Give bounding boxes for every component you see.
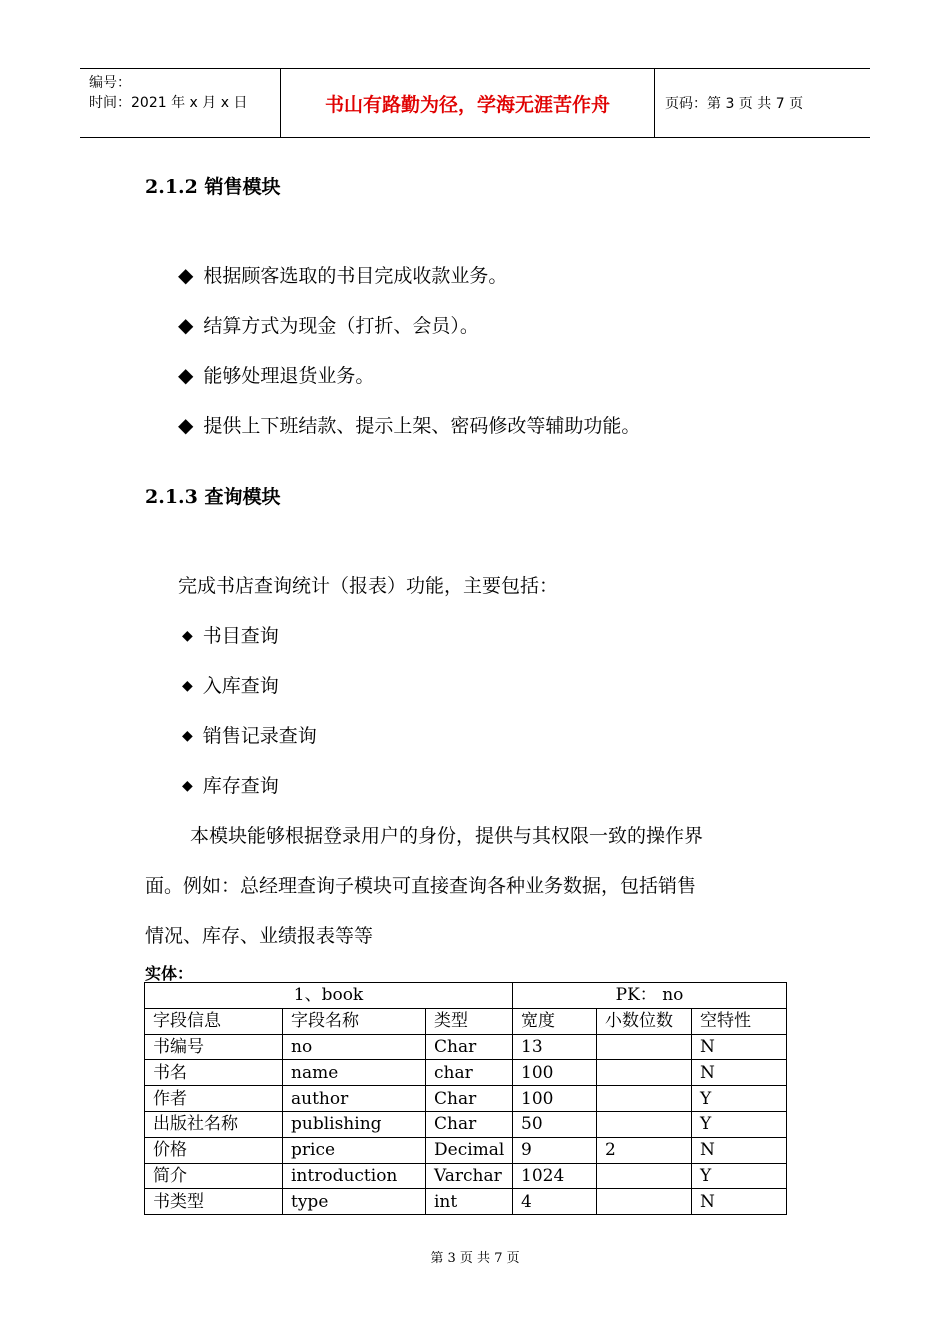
table-cell: 出版社名称: [145, 1111, 283, 1137]
column-header: 字段名称: [283, 1008, 426, 1034]
table-cell: 100: [513, 1060, 597, 1086]
table-title-row: [145, 983, 787, 1009]
table-cell: name: [283, 1060, 426, 1086]
list-item: ◆ 根据顾客选取的书目完成收款业务。: [178, 263, 508, 287]
table-row: [145, 1060, 787, 1086]
table-row: [145, 1034, 787, 1060]
diamond-icon: ◆: [182, 728, 193, 744]
diamond-icon: ◆: [178, 413, 194, 437]
section-title-query: 2.1.3 查询模块: [145, 486, 281, 508]
table-cell: 价格: [145, 1137, 283, 1163]
entity-label: 实体：: [145, 964, 194, 983]
table-cell: [597, 1189, 692, 1215]
table-cell: Decimal: [426, 1137, 513, 1163]
table-cell: Varchar: [426, 1163, 513, 1189]
table-cell: 50: [513, 1111, 597, 1137]
table-header-row: [145, 1008, 787, 1034]
diamond-icon: ◆: [178, 363, 194, 387]
table-cell: Char: [426, 1086, 513, 1112]
table-cell: Y: [692, 1086, 787, 1112]
table-cell: 简介: [145, 1163, 283, 1189]
table-cell: 2: [597, 1137, 692, 1163]
column-header: 类型: [426, 1008, 513, 1034]
table-name: 1、book: [145, 983, 513, 1009]
header-code: 编号：: [89, 75, 131, 91]
header-meta: [80, 69, 281, 137]
table-cell: [597, 1034, 692, 1060]
table-cell: Y: [692, 1111, 787, 1137]
table-cell: Char: [426, 1034, 513, 1060]
query-paragraph-line: 情况、库存、业绩报表等等: [145, 925, 374, 947]
table-cell: [597, 1163, 692, 1189]
list-item: ◆ 结算方式为现金（打折、会员）。: [178, 313, 479, 337]
table-cell: price: [283, 1137, 426, 1163]
column-header: 小数位数: [597, 1008, 692, 1034]
table-cell: 1024: [513, 1163, 597, 1189]
column-header: 宽度: [513, 1008, 597, 1034]
table-cell: 9: [513, 1137, 597, 1163]
table-row: [145, 1189, 787, 1215]
list-item: ◆ 能够处理退货业务。: [178, 363, 375, 387]
table-row: [145, 1111, 787, 1137]
list-item: ◆ 入库查询: [182, 675, 279, 697]
entity-table: [144, 982, 787, 1215]
table-cell: no: [283, 1034, 426, 1060]
table-cell: N: [692, 1137, 787, 1163]
diamond-icon: ◆: [178, 263, 194, 287]
header-motto: 书山有路勤为径，学海无涯苦作舟: [281, 69, 655, 137]
query-paragraph-line: 面。例如：总经理查询子模块可直接查询各种业务数据，包括销售: [145, 875, 697, 897]
list-item: ◆ 提供上下班结款、提示上架、密码修改等辅助功能。: [178, 413, 641, 437]
list-item: ◆ 书目查询: [182, 625, 279, 647]
table-cell: 书名: [145, 1060, 283, 1086]
diamond-icon: ◆: [182, 628, 193, 644]
table-cell: N: [692, 1060, 787, 1086]
column-header: 字段信息: [145, 1008, 283, 1034]
table-cell: 13: [513, 1034, 597, 1060]
table-pk: PK： no: [513, 983, 787, 1009]
header-page-info: 页码：第 3 页 共 7 页: [665, 96, 804, 112]
diamond-icon: ◆: [182, 778, 193, 794]
table-cell: 作者: [145, 1086, 283, 1112]
table-cell: [597, 1060, 692, 1086]
table-cell: char: [426, 1060, 513, 1086]
table-cell: publishing: [283, 1111, 426, 1137]
table-row: [145, 1086, 787, 1112]
table-cell: author: [283, 1086, 426, 1112]
page-header: [80, 68, 870, 138]
diamond-icon: ◆: [182, 678, 193, 694]
list-item: ◆ 销售记录查询: [182, 725, 317, 747]
table-cell: N: [692, 1034, 787, 1060]
table-cell: int: [426, 1189, 513, 1215]
table-cell: type: [283, 1189, 426, 1215]
table-cell: 书编号: [145, 1034, 283, 1060]
table-cell: [597, 1111, 692, 1137]
table-cell: 4: [513, 1189, 597, 1215]
table-row: [145, 1137, 787, 1163]
table-cell: N: [692, 1189, 787, 1215]
page-footer: 第 3 页 共 7 页: [430, 1251, 520, 1266]
table-cell: [597, 1086, 692, 1112]
table-cell: Y: [692, 1163, 787, 1189]
query-intro: 完成书店查询统计（报表）功能，主要包括：: [178, 575, 559, 597]
table-cell: 100: [513, 1086, 597, 1112]
table-cell: Char: [426, 1111, 513, 1137]
table-cell: introduction: [283, 1163, 426, 1189]
section-title-sales: 2.1.2 销售模块: [145, 176, 281, 198]
list-item: ◆ 库存查询: [182, 775, 279, 797]
query-paragraph-line: 本模块能够根据登录用户的身份，提供与其权限一致的操作界: [190, 825, 704, 847]
table-row: [145, 1163, 787, 1189]
table-cell: 书类型: [145, 1189, 283, 1215]
diamond-icon: ◆: [178, 313, 194, 337]
header-time: 时间：2021 年 x 月 x 日: [89, 95, 248, 111]
column-header: 空特性: [692, 1008, 787, 1034]
